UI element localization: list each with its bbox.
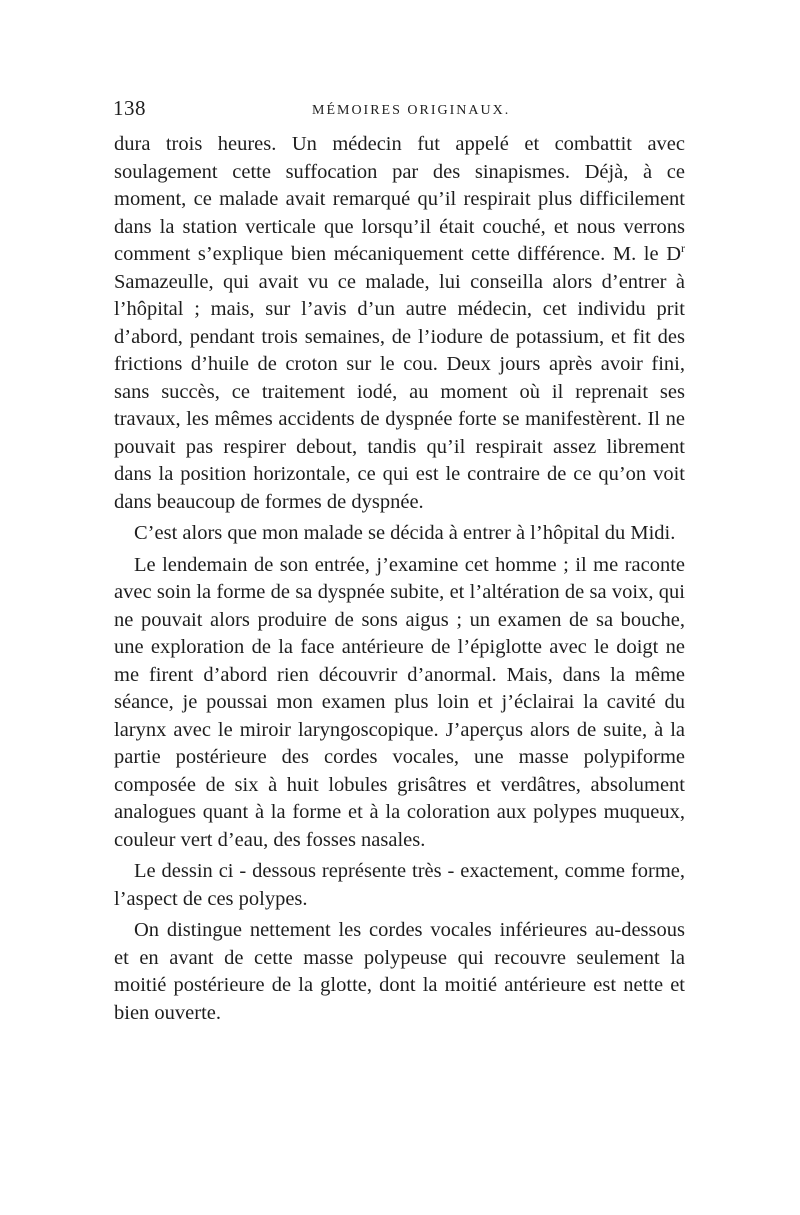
paragraph: Le lendemain de son entrée, j’examine cet homme ; il me raconte avec soin la forme de sa dyspnée subite, et l’altération de sa voix, qui ne pouvait alors produire de sons aigus ; un examen de sa bouche, une exploration de la face antérieure de l’épiglotte avec le doigt ne me firent d’abord rien découvrir d’anormal. Mais, dans la même séance, je poussai mon examen plus loin et j’éclairai la cavité du larynx avec le miroir laryngoscopique. J’aperçus alors de suite, à la partie postérieure des cordes vocales, une masse polypiforme composée de six à huit lobules grisâtres et verdâtres, absolument analogues quant à la forme et à la coloration aux polypes muqueux, couleur vert d’eau, des fosses nasales. <box>114 553 685 851</box>
paragraph-continuation <box>114 131 685 516</box>
paragraph: On distingue nettement les cordes vocales inférieures au-dessous et en avant de cette masse polypeuse qui recouvre seulement la moitié postérieure de la glotte, dont la moitié antérieure est nette et bien ouverte. <box>114 919 685 1024</box>
running-head: MÉMOIRES ORIGINAUX. <box>312 103 511 118</box>
body-text <box>114 131 685 1027</box>
paragraph: Le dessin ci - dessous représente très - exactement, comme forme, l’aspect de ces polypes. <box>114 860 685 910</box>
paragraph-text: Samazeulle, qui avait vu ce malade, lui conseilla alors d’entrer à l’hôpital ; mais, sur l’avis d’un autre médecin, cet individu prit d’abord, pendant trois semaines, de l’iodure de potassium, et fit des frictions d’huile de croton sur le cou. Deux jours après avoir fini, sans succès, ce traitement iodé, au moment où il reprenait ses travaux, les mêmes accidents de dyspnée forte se manifestèrent. Il ne pouvait pas respirer debout, tandis qu’il respirait assez librement dans la position horizontale, ce qui est le contraire de ce qu’on voit dans beaucoup de formes de dyspnée. <box>114 270 685 513</box>
paragraph-text: dura trois heures. Un médecin fut appelé et combattit avec soulagement cette suffocation par des sinapismes. Déjà, à ce moment, ce malade avait remarqué qu’il respirait plus difficilement dans la station verticale que lorsqu’il était couché, et nous verrons comment s’explique bien mécaniquement cette différence. M. le D <box>114 133 685 265</box>
superscript: r <box>681 241 685 256</box>
paragraph: C’est alors que mon malade se décida à entrer à l’hôpital du Midi. <box>134 522 676 544</box>
page-number: 138 <box>113 96 146 120</box>
